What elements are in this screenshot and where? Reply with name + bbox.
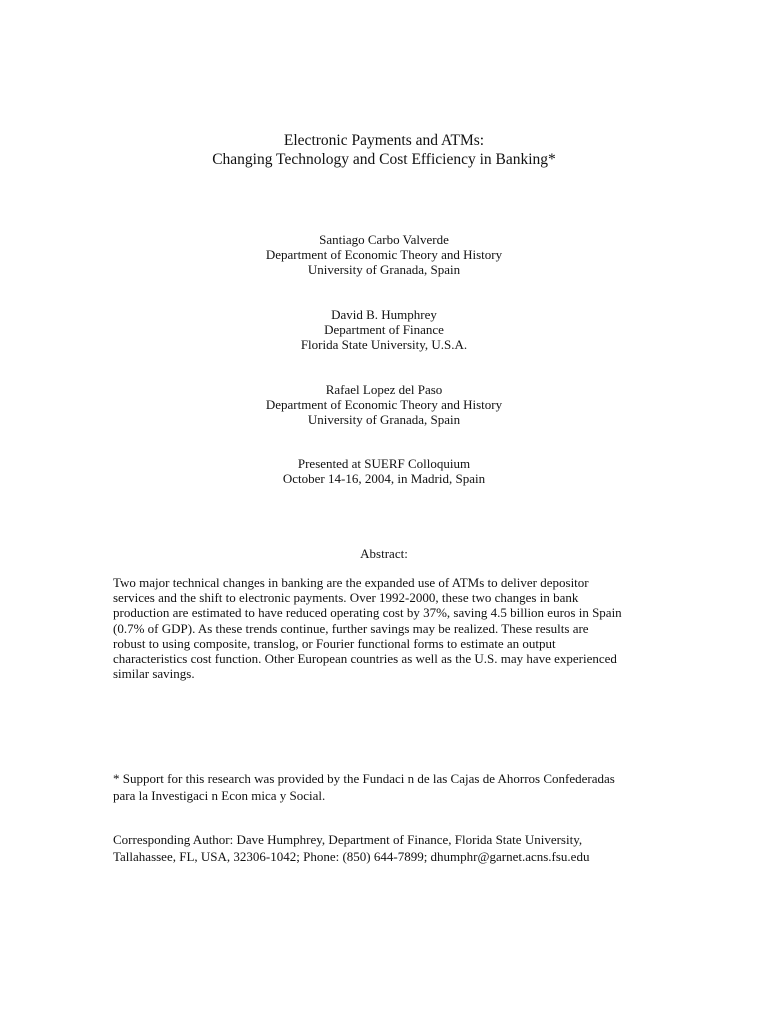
abstract-heading: Abstract:	[360, 546, 408, 561]
venue-block	[0, 456, 768, 486]
footnote-line: * Support for this research was provided by the Fundaci n de las Cajas de Ahorros Confederadas	[113, 771, 615, 786]
author-block-3	[0, 382, 768, 427]
author-department: Department of Economic Theory and History	[265, 397, 503, 412]
author-name: Rafael Lopez del Paso	[325, 382, 443, 397]
abstract-line: production are estimated to have reduced operating cost by 37%, saving 4.5 billion euros in Spain	[113, 605, 622, 621]
abstract-line: Two major technical changes in banking are the expanded use of ATMs to deliver depositor	[113, 575, 589, 590]
author-department: Department of Economic Theory and History	[265, 247, 503, 262]
corresponding-line: Corresponding Author: Dave Humphrey, Department of Finance, Florida State University,	[113, 832, 583, 847]
corresponding-line: Tallahassee, FL, USA, 32306-1042; Phone: (850) 644-7899; dhumphr@garnet.acns.fsu.edu	[113, 848, 590, 864]
abstract-line: services and the shift to electronic payments. Over 1992-2000, these two changes in bank	[113, 590, 579, 606]
funding-footnote	[113, 771, 658, 804]
venue-line-2: October 14-16, 2004, in Madrid, Spain	[282, 471, 486, 486]
abstract-line: (0.7% of GDP). As these trends continue, further savings may be realized. These results are	[113, 620, 589, 636]
title-line-1: Electronic Payments and ATMs:	[283, 132, 485, 149]
abstract-line: similar savings.	[113, 666, 195, 682]
author-institution: University of Granada, Spain	[307, 412, 461, 427]
abstract-body	[113, 575, 658, 681]
venue-line-1: Presented at SUERF Colloquium	[297, 456, 471, 471]
author-name: Santiago Carbo Valverde	[319, 232, 449, 247]
author-name: David B. Humphrey	[331, 307, 437, 322]
author-institution: University of Granada, Spain	[307, 262, 461, 277]
author-institution: Florida State University, U.S.A.	[300, 337, 468, 352]
footnote-line: para la Investigaci n Econ mica y Social.	[113, 787, 326, 803]
abstract-line: robust to using composite, translog, or Fourier functional forms to estimate an output	[113, 635, 556, 651]
corresponding-author	[113, 832, 658, 865]
author-block-1	[0, 232, 768, 277]
author-block-2	[0, 307, 768, 352]
paper-title	[0, 131, 768, 169]
abstract-line: characteristics cost function. Other European countries as well as the U.S. may have experienced	[113, 651, 617, 667]
title-line-2: Changing Technology and Cost Efficiency in Banking*	[212, 151, 556, 168]
author-department: Department of Finance	[324, 322, 444, 337]
